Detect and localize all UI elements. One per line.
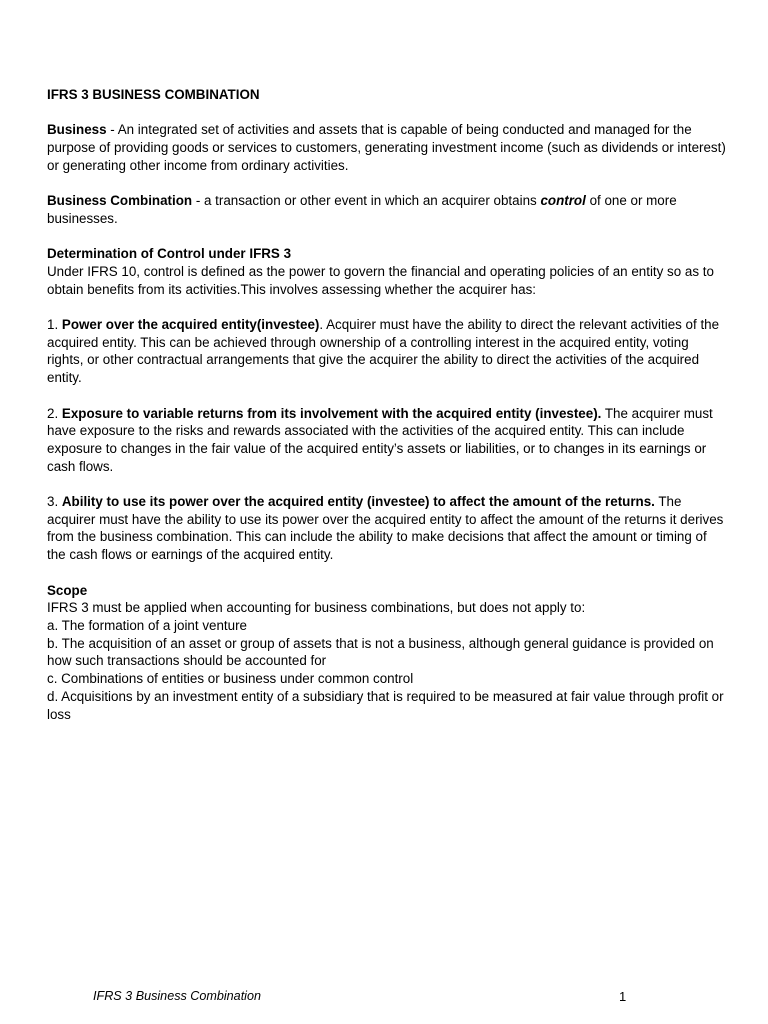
criterion-2 xyxy=(47,405,727,476)
control-emphasis: control xyxy=(540,193,586,209)
criterion-number: 2. xyxy=(47,405,62,421)
page-number: 1 xyxy=(619,989,627,1004)
document-title: IFRS 3 BUSINESS COMBINATION xyxy=(47,87,260,102)
criterion-title: Exposure to variable returns from its involvement with the acquired entity (investee). xyxy=(61,405,602,421)
criterion-number: 1. xyxy=(47,317,62,333)
scope-item: b. The acquisition of an asset or group of assets that is not a business, although general guidance is provided on how such transactions should be accounted for xyxy=(47,635,714,669)
scope-section xyxy=(47,582,727,724)
criterion-title: Ability to use its power over the acquired entity (investee) to affect the amount of the returns. xyxy=(61,494,655,510)
criterion-title: Power over the acquired entity(investee) xyxy=(61,317,320,333)
scope-item: c. Combinations of entities or business under common control xyxy=(47,671,414,687)
business-definition xyxy=(47,121,727,174)
criterion-number: 3. xyxy=(47,494,62,510)
business-definition-text: - An integrated set of activities and assets that is capable of being conducted and managed for the purpose of providing goods or services to customers, generating investment income (such as dividends or interest) or generating other income from ordinary activities. xyxy=(47,122,726,173)
business-combination-term: Business Combination xyxy=(47,193,193,209)
business-combination-text-before: - a transaction or other event in which an acquirer obtains xyxy=(192,193,541,209)
business-combination-definition xyxy=(47,192,727,227)
business-combination-text-after: of one or more businesses. xyxy=(47,193,677,226)
control-heading: Determination of Control under IFRS 3 xyxy=(47,246,292,262)
scope-heading: Scope xyxy=(47,582,88,598)
control-section xyxy=(47,245,727,298)
document-body xyxy=(47,86,727,741)
criterion-text: The acquirer must have exposure to the risks and rewards associated with the activities of the acquired entity. This can include exposure to changes in the fair value of the acquired entity’s assets or liabilities, or to changes in its earnings or cash flows. xyxy=(47,405,713,474)
footer-title: IFRS 3 Business Combination xyxy=(93,989,261,1003)
scope-item: d. Acquisitions by an investment entity of a subsidiary that is required to be measured at fair value through profit or loss xyxy=(47,688,724,722)
control-intro: Under IFRS 10, control is defined as the power to govern the financial and operating policies of an entity so as to obtain benefits from its activities.This involves assessing whether the acquirer has: xyxy=(47,263,714,297)
business-term: Business xyxy=(47,122,107,138)
scope-intro: IFRS 3 must be applied when accounting for business combinations, but does not apply to: xyxy=(47,600,586,616)
criterion-3 xyxy=(47,493,727,564)
criterion-text: . Acquirer must have the ability to direct the relevant activities of the acquired entity. This can be achieved through ownership of a controlling interest in the acquired entity, voting rights, or other contractual arrangements that give the acquirer the ability to direct the activities of the acquired entity. xyxy=(47,317,720,386)
scope-item: a. The formation of a joint venture xyxy=(47,617,247,633)
criterion-1 xyxy=(47,316,727,387)
criterion-text: The acquirer must have the ability to use its power over the acquired entity to affect the amount of the returns it derives from the business combination. This can include the ability to make decisions that affect the amount or timing of the cash flows or earnings of the acquired entity. xyxy=(47,494,724,563)
